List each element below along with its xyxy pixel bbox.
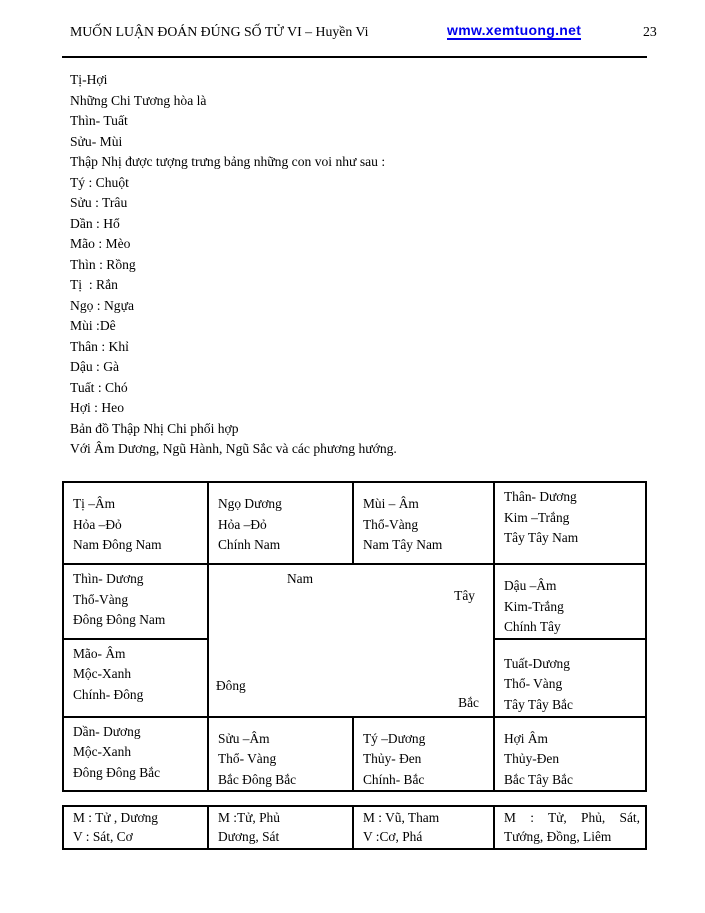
cell-line: Ngọ Dương [218, 496, 282, 511]
body-line: Thân : Khỉ [70, 338, 129, 354]
body-line: Mùi :Dê [70, 318, 116, 333]
cell-tuat [494, 639, 646, 717]
cell-line: Kim-Trắng [504, 598, 564, 614]
body-line: Hợi : Heo [70, 400, 125, 415]
stars-summary-table [62, 805, 647, 850]
summary-cell-1 [63, 806, 208, 849]
cell-line: M : Tử , Dương [73, 810, 158, 825]
cell-mao [63, 639, 208, 717]
cell-line: Tị –Âm [73, 496, 116, 511]
cell-line: Thủy- Đen [363, 751, 422, 767]
cell-line: Mùi – Âm [363, 496, 419, 511]
body-line: Thìn- Tuất [70, 113, 128, 128]
cell-line: Chính- Bắc [363, 771, 425, 787]
cell-line: M :Tử, Phủ [218, 810, 280, 825]
compass-south-label: Nam [287, 571, 314, 586]
cell-line: Bắc Đông Bắc [218, 771, 297, 787]
cell-line: Đông Đông Bắc [73, 764, 161, 780]
cell-line: Mão- Âm [73, 645, 126, 661]
summary-cell-4 [494, 806, 646, 849]
body-line: Mão : Mèo [70, 236, 131, 251]
cell-line: Thổ- Vàng [218, 751, 277, 767]
cell-line: Kim –Trắng [504, 509, 570, 525]
compass-cell [208, 564, 494, 717]
cell-suu [208, 717, 353, 792]
cell-line: Mộc-Xanh [73, 744, 132, 760]
cell-line: Thổ- Vàng [504, 676, 563, 692]
body-line: Tý : Chuột [70, 174, 129, 190]
compass-north-label: Bắc [458, 695, 479, 710]
cell-hoi [494, 717, 646, 792]
page-header-title: MUỐN LUẬN ĐOÁN ĐÚNG SỐ TỬ VI – Huyền Vi [70, 24, 369, 39]
cell-line: Tây Tây Bắc [504, 696, 573, 712]
cell-dan [63, 717, 208, 792]
cell-dau [494, 564, 646, 639]
cell-line: Mộc-Xanh [73, 666, 132, 682]
cell-line: Thủy-Đen [504, 751, 560, 767]
cell-ngo [208, 482, 353, 564]
cell-line: V :Cơ, Phá [363, 829, 423, 844]
body-line: Tị : Rắn [70, 277, 118, 292]
summary-cell-3 [353, 806, 494, 849]
cell-line: Đông Đông Nam [73, 612, 166, 628]
body-line: Với Âm Dương, Ngũ Hành, Ngũ Sắc và các phương hướng. [70, 441, 397, 456]
body-line: Tị-Hợi [70, 72, 108, 87]
body-text-block [70, 70, 397, 460]
cell-line: Hỏa –Đỏ [218, 516, 267, 532]
cell-line: Sửu –Âm [218, 730, 270, 746]
summary-cell-2 [208, 806, 353, 849]
cell-line: Bắc Tây Bắc [504, 771, 573, 787]
body-line: Dần : Hổ [70, 215, 120, 231]
website-link[interactable]: wmw.xemtuong.net [447, 22, 582, 38]
page-number: 23 [643, 24, 657, 39]
cell-line: Chính Tây [504, 619, 561, 635]
body-line: Ngọ : Ngựa [70, 297, 134, 313]
body-line: Những Chi Tương hòa là [70, 92, 207, 108]
header-rule [62, 56, 647, 58]
body-line: Thìn : Rồng [70, 256, 136, 272]
cell-line: Nam Tây Nam [363, 537, 443, 553]
cell-line: Tây Tây Nam [504, 530, 579, 546]
cell-line: Hợi Âm [504, 730, 548, 746]
cell-line: Dần- Dương [73, 723, 141, 739]
body-line: Sửu : Trâu [70, 195, 128, 210]
cell-line: Thân- Dương [504, 489, 577, 504]
cell-line: Dương, Sát [218, 829, 280, 844]
cell-than [494, 482, 646, 564]
body-line: Sửu- Mùi [70, 133, 123, 149]
cell-line: Chính- Đông [73, 686, 144, 702]
cell-line: Thổ-Vàng [73, 591, 129, 607]
cell-mui [353, 482, 494, 564]
body-line: Dậu : Gà [70, 359, 120, 374]
cell-line: V : Sát, Cơ [73, 829, 133, 844]
cell-thin [63, 564, 208, 639]
compass-west-label: Tây [454, 588, 475, 603]
cell-line: M : Tử, Phủ, Sát, [504, 810, 640, 825]
cell-line: Thổ-Vàng [363, 516, 419, 532]
cell-line: Tướng, Đồng, Liêm [504, 829, 612, 844]
cell-line: M : Vũ, Tham [363, 810, 440, 825]
cell-ty [353, 717, 494, 792]
cell-line: Dậu –Âm [504, 578, 557, 593]
cell-line: Tuất-Dương [504, 655, 570, 671]
cell-line: Thìn- Dương [73, 571, 144, 586]
cell-line: Hỏa –Đỏ [73, 516, 122, 532]
cell-line: Chính Nam [218, 537, 281, 553]
cell-line: Nam Đông Nam [73, 537, 162, 553]
compass-east-label: Đông [216, 678, 246, 693]
cell-line: Tý –Dương [363, 730, 426, 746]
cell-ti [63, 482, 208, 564]
body-line: Tuất : Chó [70, 379, 128, 395]
body-line: Thập Nhị được tượng trưng bảng những con voi như sau : [70, 154, 386, 169]
body-line: Bản đồ Thập Nhị Chi phối hợp [70, 420, 239, 436]
zodiac-direction-table [62, 481, 647, 792]
